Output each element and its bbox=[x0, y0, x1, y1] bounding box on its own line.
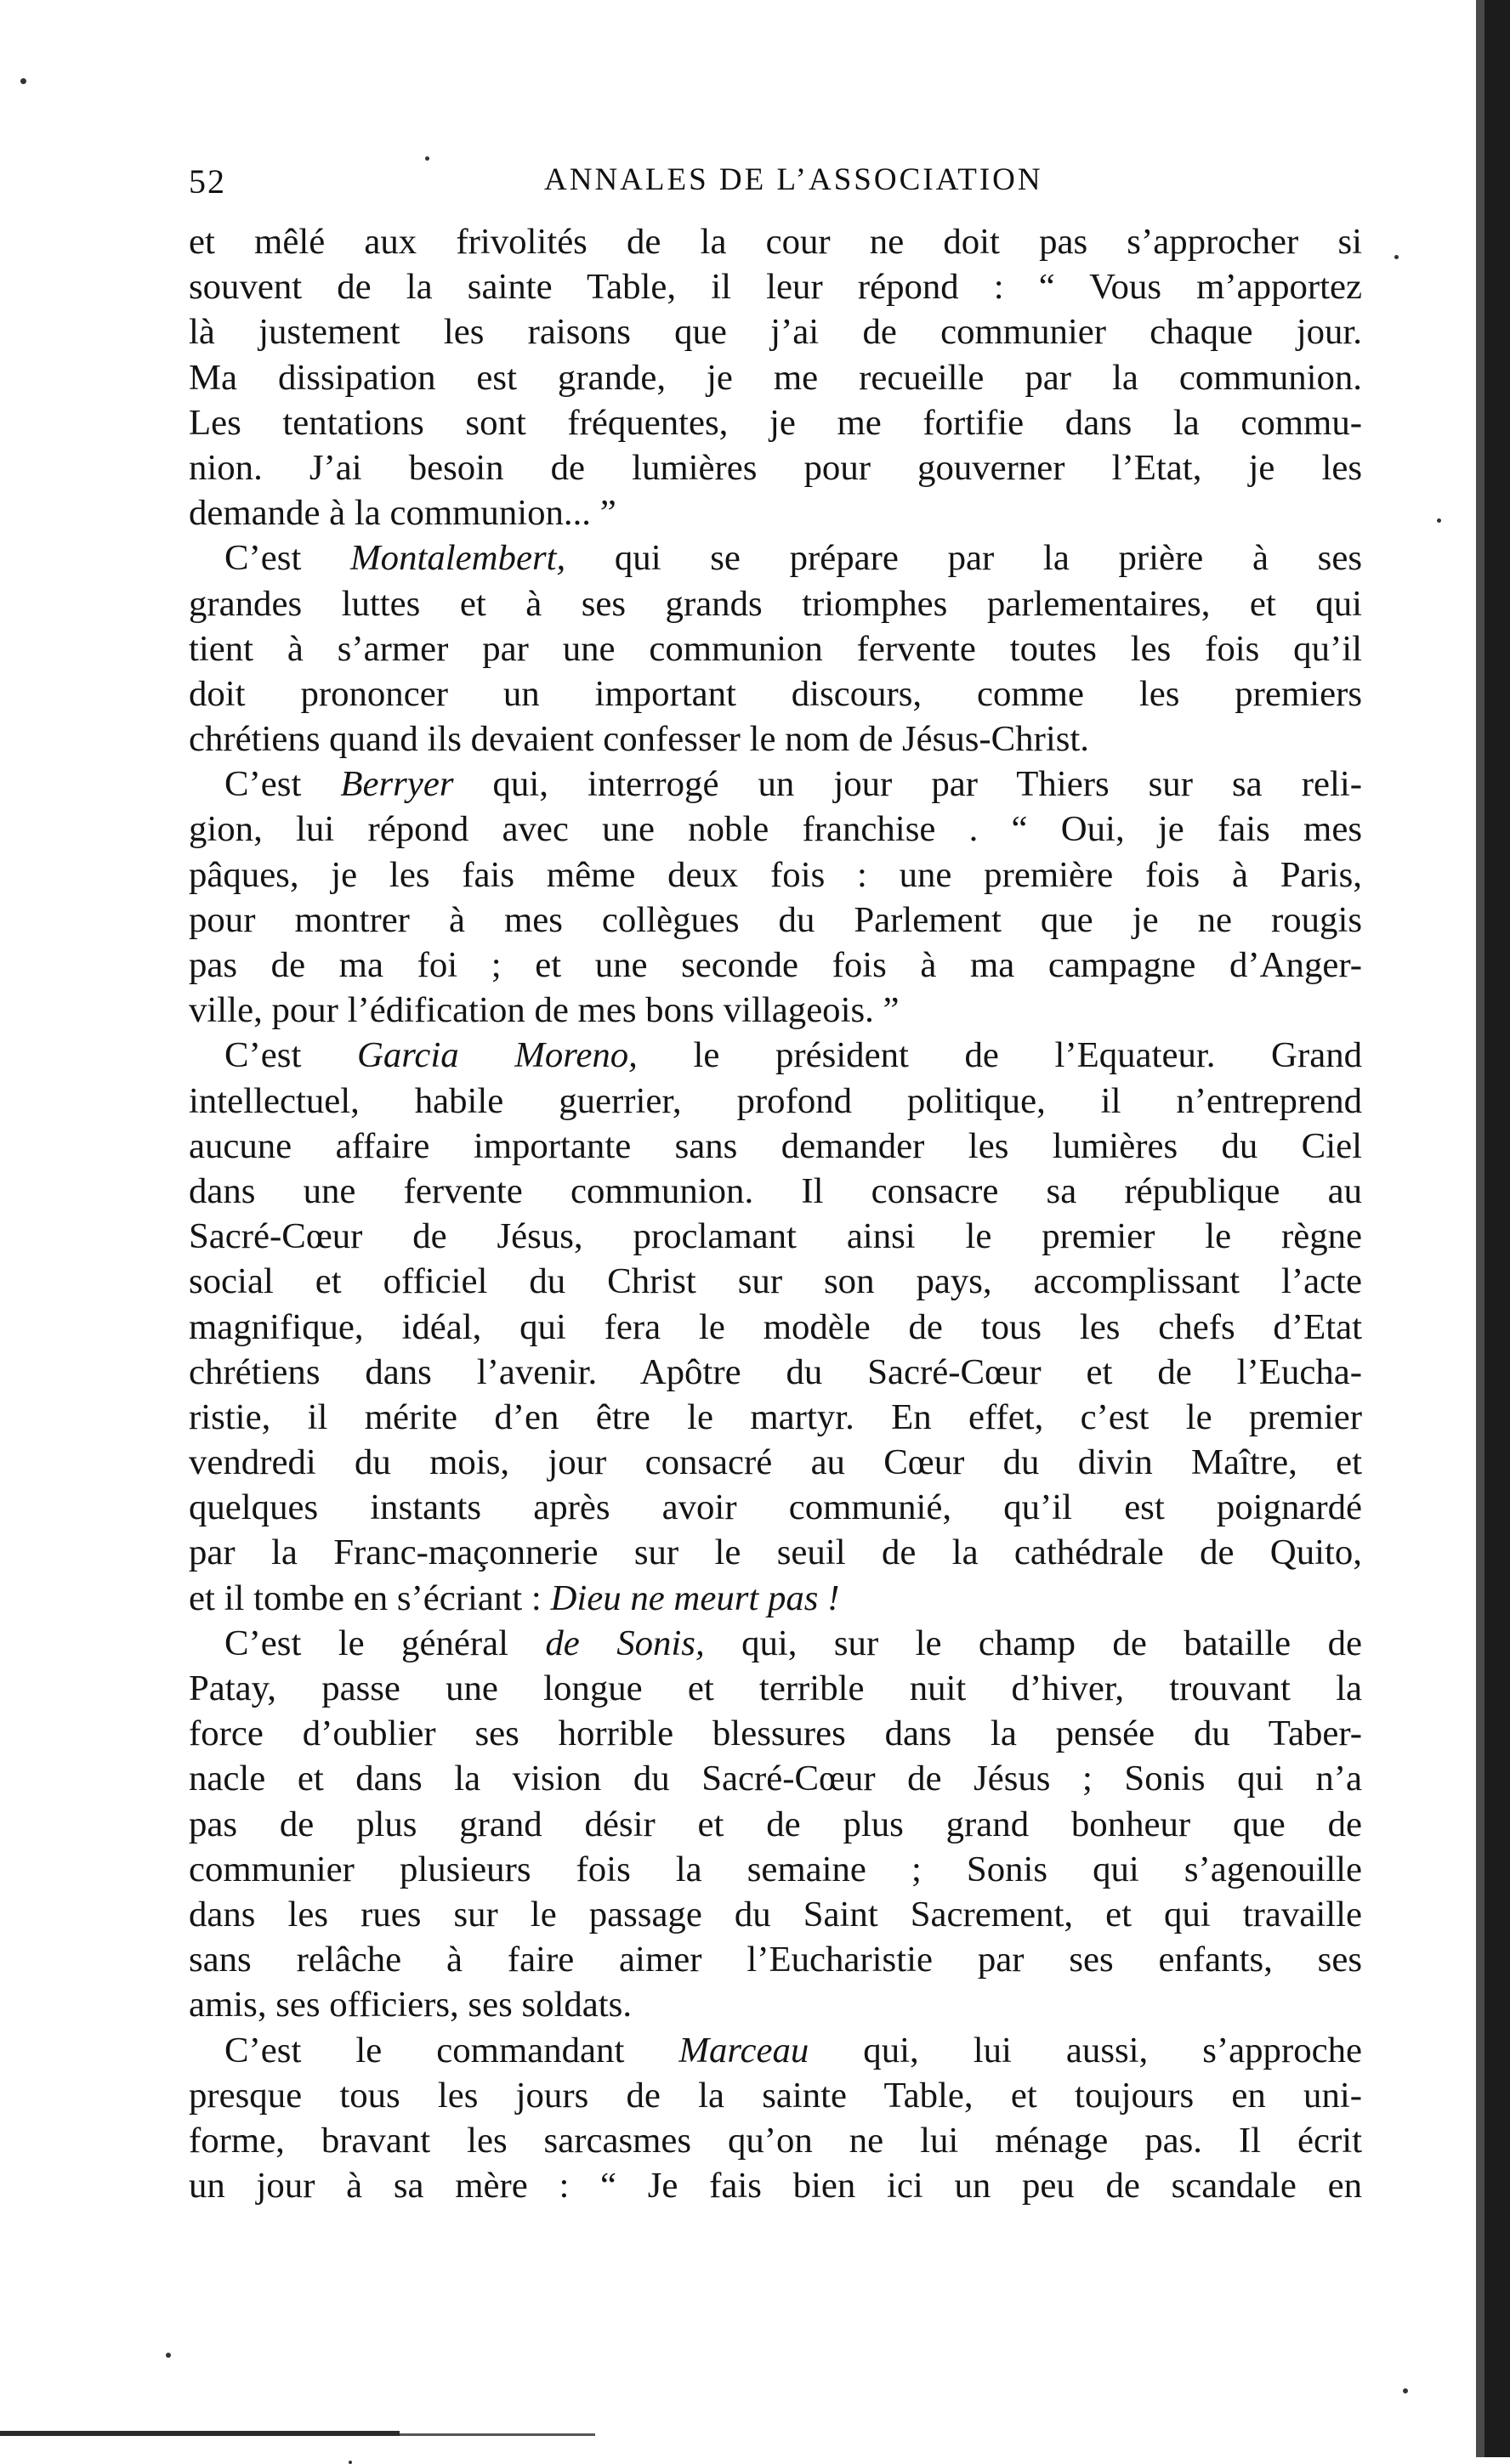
scan-speck bbox=[425, 156, 429, 161]
text-line: dans une fervente communion. Il consacre sa république au bbox=[189, 1170, 1362, 1211]
scan-edge-shadow bbox=[1476, 0, 1484, 2457]
text-line: magnifique, idéal, qui fera le modèle de tous les chefs d’Etat bbox=[189, 1306, 1362, 1347]
text-line: sans relâche à faire aimer l’Eucharistie par ses enfants, ses bbox=[189, 1940, 1362, 1980]
quoted-exclamation: Dieu ne meurt pas ! bbox=[550, 1578, 840, 1618]
page-number: 52 bbox=[189, 162, 226, 201]
text-line: C’est Garcia Moreno, le président de l’Equateur. Grand bbox=[224, 1035, 1362, 1076]
text-line: pour montrer à mes collègues du Parlement que je ne rougis bbox=[189, 899, 1362, 940]
text-line: et il tombe en s’écriant : Dieu ne meurt pas ! bbox=[189, 1578, 840, 1618]
text-line: dans les rues sur le passage du Saint Sacrement, et qui travaille bbox=[189, 1894, 1362, 1934]
person-name: Montalembert, bbox=[350, 538, 566, 579]
person-name: Berryer bbox=[340, 764, 454, 805]
text-line: demande à la communion... ” bbox=[189, 493, 616, 534]
scan-speck bbox=[20, 78, 26, 84]
person-name: de Sonis, bbox=[545, 1623, 705, 1663]
text-line: ville, pour l’édification de mes bons villageois. ” bbox=[189, 990, 900, 1031]
text-line: presque tous les jours de la sainte Table, et toujours en uni- bbox=[189, 2075, 1362, 2116]
text-line: Patay, passe une longue et terrible nuit d’hiver, trouvant la bbox=[189, 1668, 1362, 1708]
text-line: quelques instants après avoir communié, qu’il est poignardé bbox=[189, 1487, 1362, 1528]
text-line: C’est le commandant Marceau qui, lui aussi, s’approche bbox=[224, 2030, 1362, 2070]
text-line: tient à s’armer par une communion fervente toutes les fois qu’il bbox=[189, 628, 1362, 669]
person-name: Garcia Moreno, bbox=[356, 1035, 638, 1076]
scan-edge-bar bbox=[1484, 0, 1510, 2457]
scan-speck bbox=[349, 2461, 352, 2464]
text-line: Ma dissipation est grande, je me recueille par la communion. bbox=[189, 357, 1362, 398]
text-line: pâques, je les fais même deux fois : une première fois à Paris, bbox=[189, 854, 1362, 895]
text-line: Les tentations sont fréquentes, je me fortifie dans la commu- bbox=[189, 402, 1362, 443]
text-line: Sacré-Cœur de Jésus, proclamant ainsi le premier le règne bbox=[189, 1216, 1362, 1257]
text-line: force d’oublier ses horrible blessures dans la pensée du Taber- bbox=[189, 1713, 1362, 1754]
scan-speck bbox=[1403, 2388, 1408, 2393]
text-line: par la Franc-maçonnerie sur le seuil de la cathédrale de Quito, bbox=[189, 1532, 1362, 1573]
text-line: doit prononcer un important discours, comme les premiers bbox=[189, 673, 1362, 714]
text-line: et mêlé aux frivolités de la cour ne doit pas s’approcher si bbox=[189, 222, 1362, 262]
text-line: nacle et dans la vision du Sacré-Cœur de Jésus ; Sonis qui n’a bbox=[189, 1759, 1362, 1799]
text-line: nion. J’ai besoin de lumières pour gouverner l’Etat, je les bbox=[189, 447, 1362, 488]
text-line: gion, lui répond avec une noble franchise . “ Oui, je fais mes bbox=[189, 809, 1362, 850]
text-line: vendredi du mois, jour consacré au Cœur du divin Maître, et bbox=[189, 1442, 1362, 1483]
running-head: ANNALES DE L’ASSOCIATION bbox=[544, 162, 1043, 197]
text-line: C’est Montalembert, qui se prépare par la prière à ses bbox=[224, 538, 1362, 579]
text-line: un jour à sa mère : “ Je fais bien ici un peu de scandale en bbox=[189, 2166, 1362, 2206]
text-line: là justement les raisons que j’ai de communier chaque jour. bbox=[189, 312, 1362, 353]
text-line: C’est le général de Sonis, qui, sur le champ de bataille de bbox=[224, 1623, 1362, 1663]
scan-speck bbox=[1394, 255, 1399, 259]
text-line: chrétiens dans l’avenir. Apôtre du Sacré-Cœur et de l’Eucha- bbox=[189, 1351, 1362, 1392]
text-line: pas de ma foi ; et une seconde fois à ma campagne d’Anger- bbox=[189, 945, 1362, 985]
text-line: C’est Berryer qui, interrogé un jour par Thiers sur sa reli- bbox=[224, 764, 1362, 805]
text-line: amis, ses officiers, ses soldats. bbox=[189, 1985, 633, 2025]
text-line: social et officiel du Christ sur son pays, accomplissant l’acte bbox=[189, 1261, 1362, 1302]
scan-bottom-rule bbox=[0, 2431, 400, 2436]
text-line: forme, bravant les sarcasmes qu’on ne lui ménage pas. Il écrit bbox=[189, 2120, 1362, 2161]
text-line: aucune affaire importante sans demander les lumières du Ciel bbox=[189, 1125, 1362, 1166]
page-header bbox=[189, 161, 1362, 207]
text-line: grandes luttes et à ses grands triomphes parlementaires, et qui bbox=[189, 583, 1362, 624]
scan-speck bbox=[166, 2353, 171, 2358]
scan-bottom-rule-faint bbox=[400, 2433, 595, 2436]
text-line: ristie, il mérite d’en être le martyr. En effet, c’est le premier bbox=[189, 1396, 1362, 1437]
person-name: Marceau bbox=[678, 2030, 809, 2070]
body-text bbox=[189, 219, 1362, 2208]
text-line: intellectuel, habile guerrier, profond politique, il n’entreprend bbox=[189, 1080, 1362, 1121]
text-line: pas de plus grand désir et de plus grand bonheur que de bbox=[189, 1804, 1362, 1844]
scan-speck bbox=[1437, 518, 1441, 523]
text-line: chrétiens quand ils devaient confesser le nom de Jésus-Christ. bbox=[189, 719, 1089, 760]
text-line: communier plusieurs fois la semaine ; Sonis qui s’agenouille bbox=[189, 1849, 1362, 1889]
text-line: souvent de la sainte Table, il leur répond : “ Vous m’apportez bbox=[189, 267, 1362, 308]
